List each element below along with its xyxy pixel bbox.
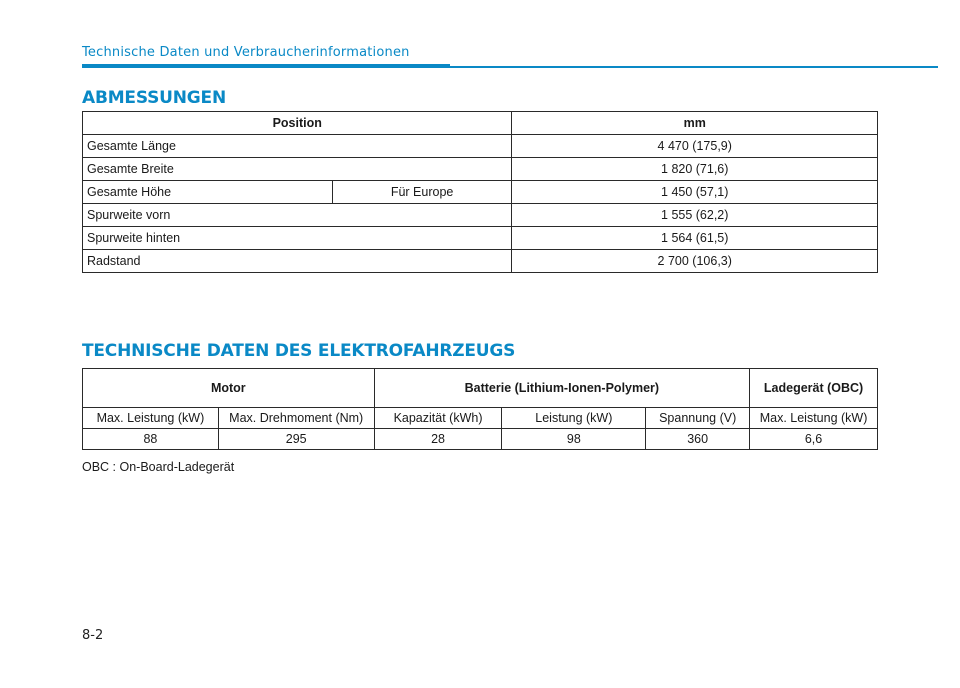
table-column-header-row [83,408,878,429]
row-label: Gesamte Höhe [83,181,333,204]
cell-value: 98 [502,429,646,450]
row-value: 1 555 (62,2) [512,204,878,227]
row-value: 1 564 (61,5) [512,227,878,250]
row-sublabel: Für Europe [332,181,512,204]
row-value: 4 470 (175,9) [512,135,878,158]
row-label: Spurweite vorn [83,204,512,227]
footnote: OBC : On-Board-Ladegerät [82,460,235,474]
row-label: Gesamte Breite [83,158,512,181]
row-label: Radstand [83,250,512,273]
group-header-charger: Ladegerät (OBC) [750,369,878,408]
page-number: 8-2 [82,628,104,643]
column-header: Leistung (kW) [502,408,646,429]
row-value: 2 700 (106,3) [512,250,878,273]
table-row [83,227,878,250]
row-label: Spurweite hinten [83,227,512,250]
table-group-header-row [83,369,878,408]
column-header: Kapazität (kWh) [374,408,502,429]
dimensions-table [82,111,878,273]
table-header-row [83,112,878,135]
header-title: Technische Daten und Verbraucherinformationen [82,45,410,60]
column-header-position: Position [83,112,512,135]
column-header: Max. Drehmoment (Nm) [218,408,374,429]
section-title-dimensions: ABMESSUNGEN [82,88,226,108]
table-row [83,250,878,273]
header-rule [82,64,940,68]
ev-specs-table [82,368,878,450]
row-value: 1 450 (57,1) [512,181,878,204]
group-header-motor: Motor [83,369,375,408]
column-header: Max. Leistung (kW) [750,408,878,429]
column-header: Spannung (V) [646,408,750,429]
cell-value: 88 [83,429,219,450]
page-header [82,44,940,68]
cell-value: 295 [218,429,374,450]
table-row [83,429,878,450]
row-value: 1 820 (71,6) [512,158,878,181]
table-row [83,204,878,227]
cell-value: 6,6 [750,429,878,450]
table-row [83,181,878,204]
cell-value: 28 [374,429,502,450]
table-row [83,158,878,181]
section-title-ev-specs: TECHNISCHE DATEN DES ELEKTROFAHRZEUGS [82,341,516,361]
column-header: Max. Leistung (kW) [83,408,219,429]
group-header-battery: Batterie (Lithium-Ionen-Polymer) [374,369,750,408]
header-rule-thick [82,64,450,68]
column-header-mm: mm [512,112,878,135]
row-label: Gesamte Länge [83,135,512,158]
header-rule-thin [450,66,938,68]
cell-value: 360 [646,429,750,450]
table-row [83,135,878,158]
